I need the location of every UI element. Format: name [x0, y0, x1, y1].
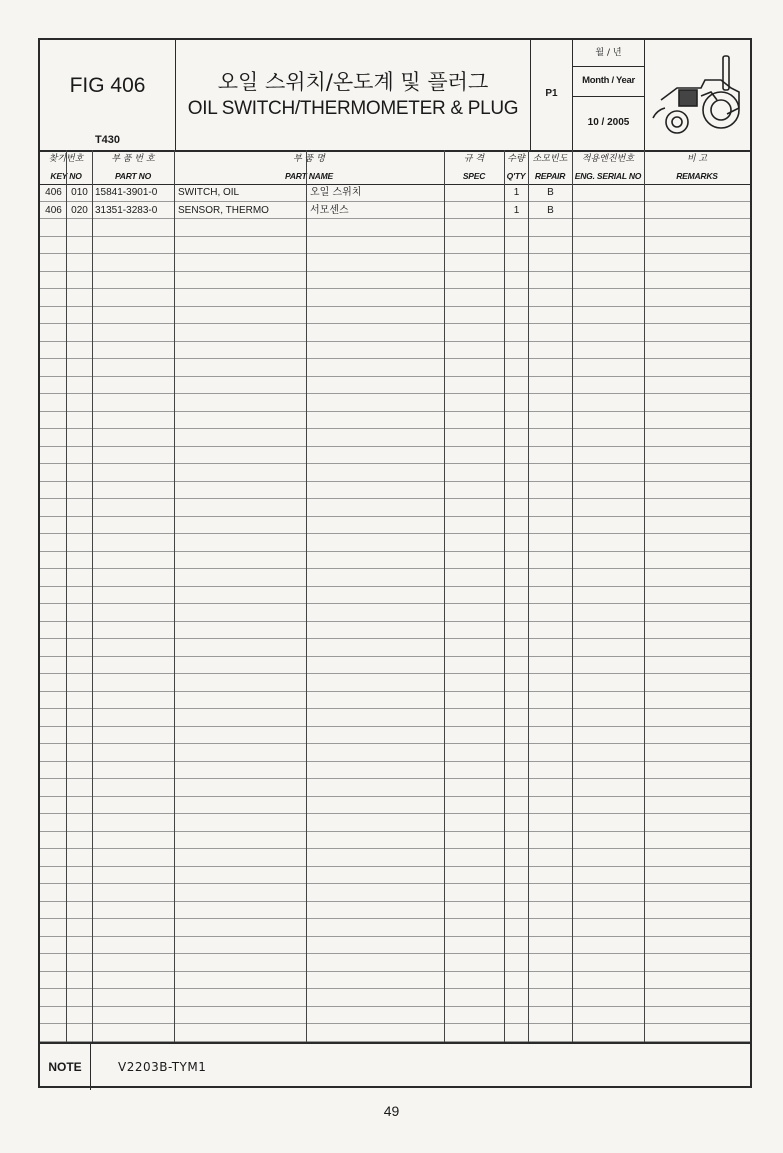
column-header-english: ENG. SERIAL NO: [574, 171, 642, 181]
column-header-english: REPAIR: [534, 171, 566, 181]
date-label-korean: 월 / 년: [573, 40, 644, 67]
date-cell: [573, 40, 645, 150]
column-divider: [92, 150, 93, 1042]
cell-name-kr: 서모센스: [310, 204, 349, 216]
column-divider: [504, 150, 505, 1042]
column-header-korean: 규 격: [463, 154, 485, 164]
page-label: P1: [545, 88, 558, 99]
column-header-english: PART NO: [114, 171, 152, 181]
column-divider: [444, 150, 445, 1042]
column-header-english: SPEC: [462, 171, 486, 181]
cell-name-en: SENSOR, THERMO: [178, 204, 269, 216]
title-korean: 오일 스위치/온도계 및 플러그: [217, 70, 489, 94]
parts-sheet: [38, 38, 752, 1088]
column-divider: [644, 150, 645, 1042]
sheet-header: [40, 40, 750, 152]
cell-repair: B: [547, 204, 554, 216]
column-header-english: PART NAME: [285, 171, 333, 181]
note-value: V2203B-TYM1: [118, 1060, 207, 1074]
column-divider: [306, 150, 307, 1042]
column-header-korean: 적용엔진번호: [581, 154, 635, 164]
column-divider: [66, 150, 67, 1042]
page-cell: [531, 40, 573, 150]
cell-fig: 406: [45, 187, 62, 198]
column-header-korean: 찾기번호: [48, 154, 84, 164]
note-label: NOTE: [40, 1044, 91, 1090]
cell-key: 020: [71, 204, 88, 216]
cell-spec: [446, 184, 503, 202]
date-value: 10 / 2005: [587, 117, 630, 128]
page-number: 49: [383, 1103, 400, 1119]
column-header-korean: 소모빈도: [532, 154, 568, 164]
cell-remarks: [646, 202, 749, 220]
cell-key: 010: [71, 187, 88, 198]
column-header-korean: 부 품 번 호: [111, 154, 155, 164]
column-header-english: KEY NO: [50, 171, 82, 181]
column-divider: [174, 150, 175, 1042]
column-divider: [528, 150, 529, 1042]
column-header-korean: 비 고: [686, 154, 708, 164]
model-name: T430: [94, 134, 121, 146]
tractor-icon: [649, 48, 745, 140]
column-divider: [572, 150, 573, 1042]
cell-name-en: SWITCH, OIL: [178, 187, 240, 198]
column-header-english: Q'TY: [506, 171, 526, 181]
date-label-english: Month / Year: [573, 66, 644, 97]
illustration-cell: [645, 40, 750, 150]
cell-name-kr: 오일 스위치: [310, 187, 362, 198]
title-cell: [176, 40, 531, 150]
column-header-english: REMARKS: [676, 171, 718, 181]
cell-fig: 406: [45, 204, 62, 216]
note-section: [40, 1042, 750, 1090]
figure-number: FIG 406: [69, 74, 146, 97]
cell-part-no: 31351-3283-0: [95, 204, 158, 216]
cell-remarks: [646, 184, 749, 202]
column-header-korean: 수량: [507, 154, 525, 164]
cell-spec: [446, 202, 503, 220]
cell-qty: 1: [513, 187, 520, 198]
figure-cell: [40, 40, 176, 150]
cell-serial: [574, 184, 643, 202]
cell-part-no: 15841-3901-0: [95, 187, 158, 198]
cell-serial: [574, 202, 643, 220]
cell-repair: B: [547, 187, 554, 198]
title-english: OIL SWITCH/THERMOMETER & PLUG: [187, 98, 519, 119]
column-header-korean: 부 품 명: [293, 154, 325, 164]
cell-qty: 1: [513, 204, 520, 216]
